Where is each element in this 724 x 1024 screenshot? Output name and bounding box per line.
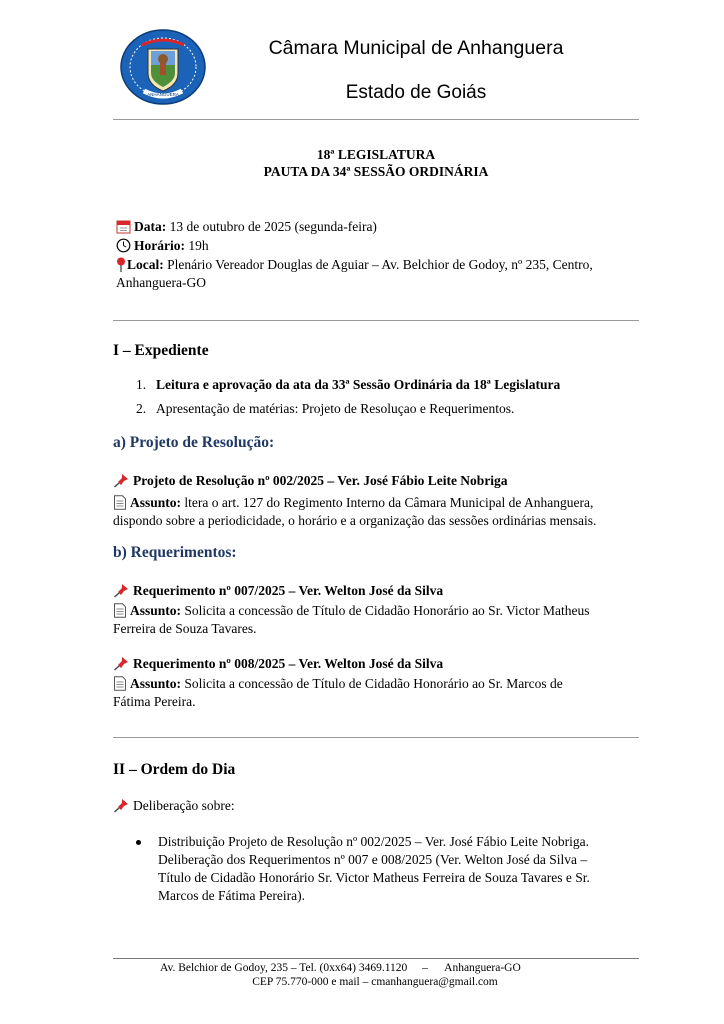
resolution-heading: Projeto de Resolução nº 002/2025 – Ver. José Fábio Leite Nobriga [113, 472, 653, 493]
requirement-subject-cont: Ferreira de Souza Tavares. [113, 621, 257, 636]
section-ordem-title: II – Ordem do Dia [113, 761, 236, 778]
header-title: Câmara Municipal de Anhanguera [268, 37, 564, 59]
footer-contact: CEP 75.770-000 e mail – cmanhanguera@gmail.com [252, 976, 498, 988]
section-expediente-title: I – Expediente [113, 342, 209, 359]
footer-address: Av. Belchior de Godoy, 235 – Tel. (0xx64) 3469.1120 – Anhanguera-GO [160, 962, 521, 974]
section-divider-1 [113, 320, 639, 321]
pushpin-icon [113, 473, 130, 493]
requirement-subject: Assunto: Solicita a concessão de Título de Cidadão Honorário ao Sr. Victor Matheus [113, 602, 658, 623]
pushpin-icon [113, 583, 130, 603]
deliberation-intro: Deliberação sobre: [113, 797, 513, 818]
section-divider-2 [113, 737, 639, 738]
bullet-item-line: Distribuição Projeto de Resolução nº 002/2025 – Ver. José Fábio Leite Nobriga. [158, 834, 589, 849]
pushpin-icon [113, 798, 130, 818]
municipal-seal [120, 29, 206, 105]
bullet-item-line: Marcos de Fátima Pereira). [158, 888, 305, 903]
pushpin-icon [113, 656, 130, 676]
list-item: 2. Apresentação de matérias: Projeto de Resoluçao e Requerimentos. [136, 401, 515, 416]
bullet-item-line: Título de Cidadão Honorário Sr. Victor Matheus Ferreira de Souza Tavares e Sr. [158, 870, 590, 885]
resolution-subject: Assunto: ltera o art. 127 do Regimento Interno da Câmara Municipal de Anhanguera, [113, 494, 658, 515]
svg-text:ANHANGUERA: ANHANGUERA [147, 92, 179, 97]
info-time: Horário: 19h [116, 237, 656, 258]
requirement-subject: Assunto: Solicita a concessão de Título de Cidadão Honorário ao Sr. Marcos de [113, 675, 658, 696]
agenda-title: PAUTA DA 34ª SESSÃO ORDINÁRIA [263, 164, 489, 179]
resolution-subject-cont: dispondo sobre a periodicidade, o horário e a organização das sessões ordinárias mensais. [113, 513, 597, 528]
requirements-section-title: b) Requerimentos: [113, 544, 237, 561]
info-place-cont: Anhanguera-GO [116, 275, 206, 290]
clock-icon [116, 238, 131, 258]
legislature-title: 18ª LEGISLATURA [316, 147, 436, 162]
bullet-item-line: Deliberação dos Requerimentos nº 007 e 008/2025 (Ver. Welton José da Silva – [158, 852, 588, 867]
info-place: Local: Plenário Vereador Douglas de Aguiar – Av. Belchior de Godoy, nº 235, Centro, [116, 256, 656, 277]
requirement-subject-cont: Fátima Pereira. [113, 694, 196, 709]
list-item: 1. Leitura e aprovação da ata da 33ª Sessão Ordinária da 18ª Legislatura [136, 377, 561, 392]
requirement-heading: Requerimento nº 007/2025 – Ver. Welton José da Silva [113, 582, 653, 603]
resolution-section-title: a) Projeto de Resolução: [113, 434, 275, 451]
header-subtitle: Estado de Goiás [345, 82, 487, 103]
header-divider [113, 119, 639, 120]
requirement-heading: Requerimento nº 008/2025 – Ver. Welton José da Silva [113, 655, 653, 676]
bullet-dot [136, 840, 141, 845]
calendar-icon [116, 219, 131, 239]
info-date: Data: 13 de outubro de 2025 (segunda-feira) [116, 218, 656, 239]
footer-divider [113, 958, 639, 959]
